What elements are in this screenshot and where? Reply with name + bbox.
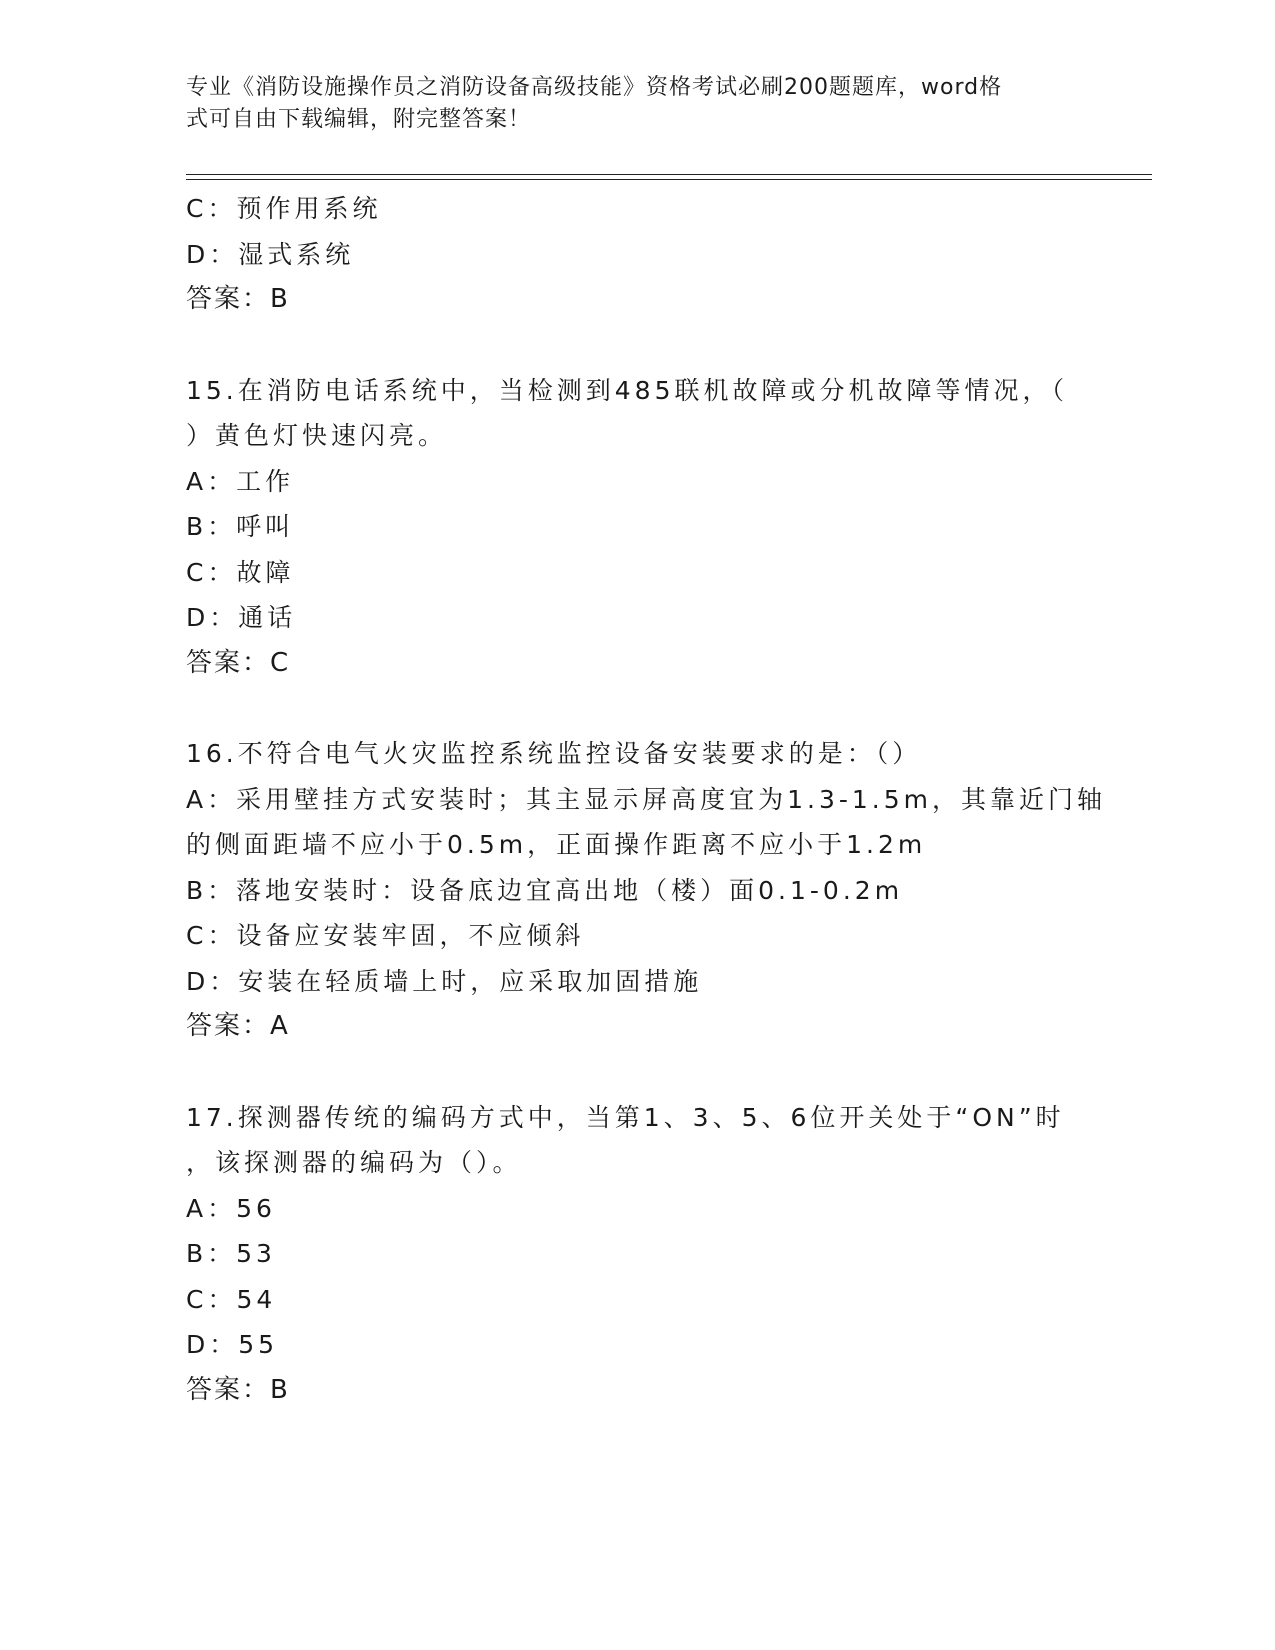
option-a-continued: 的侧面距墙不应小于0.5m，正面操作距离不应小于1.2m [186,830,927,859]
answer-line: 答案：C [186,647,291,678]
option-d: D：通话 [186,603,297,632]
question-stem: 16.不符合电气火灾监控系统监控设备安装要求的是：（） [186,739,922,768]
question-stem: 15.在消防电话系统中，当检测到485联机故障或分机故障等情况，（ [186,375,1068,405]
previous-question-tail [186,186,1086,323]
option-b: B：53 [186,1239,276,1268]
header-line-1: 专业《消防设施操作员之消防设备高级技能》资格考试必刷200题题库，word格 [186,75,1003,100]
option-d: D：湿式系统 [186,239,355,269]
question-stem: 17.探测器传统的编码方式中，当第1、3、5、6位开关处于“ON”时 [186,1102,1065,1132]
option-c: C：设备应安装牢固，不应倾斜 [186,921,585,950]
question-stem: ，该探测器的编码为（）。 [186,1148,522,1177]
question-15 [186,368,1086,687]
document-header [186,72,1066,136]
spacer [186,1050,1086,1095]
option-c: C：预作用系统 [186,194,382,223]
answer-line: 答案：B [186,284,290,314]
option-c: C：故障 [186,557,295,587]
answer-line: 答案：A [186,1011,290,1041]
option-b: B：落地安装时：设备底边宜高出地（楼）面0.1-0.2m [186,875,904,905]
option-a: A：采用壁挂方式安装时；其主显示屏高度宜为1.3-1.5m，其靠近门轴 [186,784,1106,814]
document-body [186,186,1106,1413]
option-c: C：54 [186,1284,277,1314]
option-d: D：安装在轻质墙上时，应采取加固措施 [186,966,703,996]
option-d: D：55 [186,1330,279,1359]
option-a: A：工作 [186,466,295,496]
option-a: A：56 [186,1193,276,1223]
spacer [186,686,1086,731]
answer-line: 答案：B [186,1374,290,1405]
header-rule-bottom [186,179,1152,180]
header-line-2: 式可自由下载编辑，附完整答案！ [186,107,532,132]
header-rule-top [186,174,1152,175]
option-b: B：呼叫 [186,512,295,541]
question-stem: ）黄色灯快速闪亮。 [186,421,448,450]
spacer [186,323,1086,368]
question-16 [186,731,1106,1050]
question-17 [186,1095,1086,1414]
